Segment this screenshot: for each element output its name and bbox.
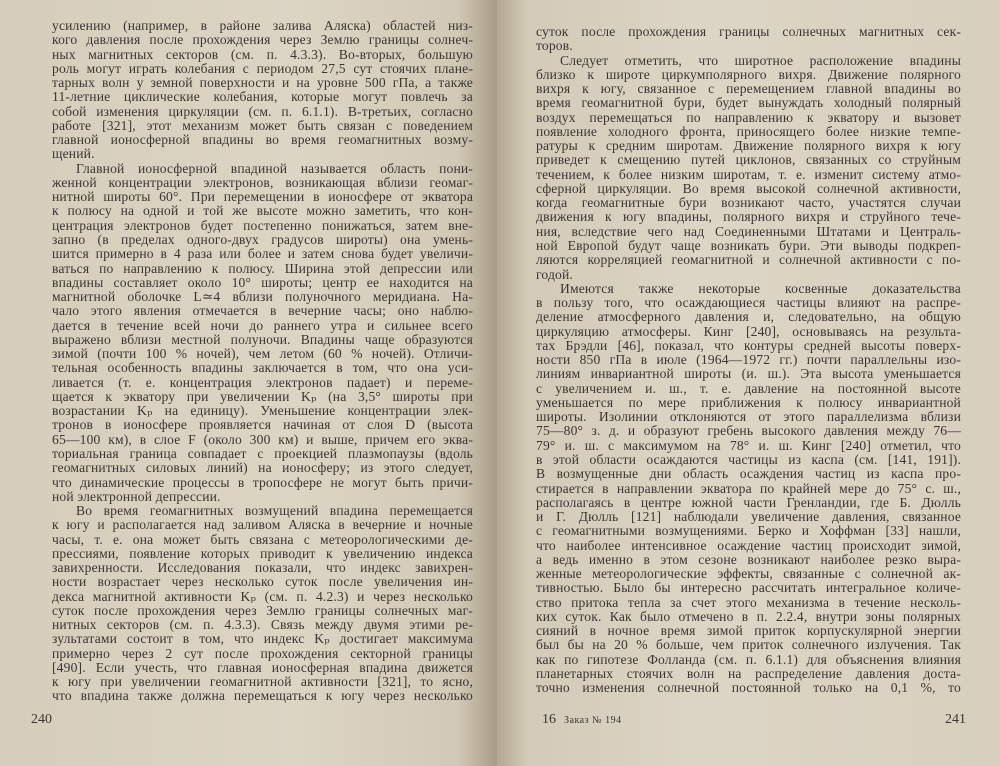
- right-page: [497, 0, 1000, 766]
- text-line: щается к экватору при увеличении Kₚ (на 3,5° широты при: [52, 388, 473, 404]
- text-line: деление атмосферного давления и, следовательно, на общую: [536, 309, 961, 325]
- text-line: впадины составляет около 10° широты; центр ее находится на: [52, 274, 473, 290]
- text-line: а ведь именно в этом сезоне возникают наиболее резко выра-: [536, 551, 961, 567]
- text-line: [490]. Если учесть, что главная ионосферная впадина движется: [52, 659, 473, 675]
- text-line: течением, к более низким широтам, т. е. изменит систему атмо-: [536, 166, 961, 182]
- text-line: запно (в пределах одного-двух градусов широты) она умень-: [52, 231, 473, 247]
- text-line: годой.: [536, 266, 573, 282]
- text-line: появление холодного фронта, приносящего более низкие темпе-: [536, 123, 961, 139]
- text-line: ких суток. Как было отмечено в п. 2.2.4, внутри зоны полярных: [536, 608, 961, 624]
- text-line: дается в течение всей ночи до раннего утра и сильнее всего: [52, 317, 473, 333]
- text-line: суток после прохождения границы солнечных магнитных сек-: [536, 24, 961, 39]
- text-line: циркуляцию атмосферы. Кинг [240], основываясь на результа-: [536, 323, 961, 339]
- signature-order-text: Заказ № 194: [564, 715, 622, 726]
- left-page-body: [52, 19, 473, 704]
- text-line: движения к югу впадины, полярного вихря и струйного тече-: [536, 209, 961, 225]
- text-line: к югу и располагается над заливом Аляска в вечерние и ночные: [52, 517, 473, 533]
- text-line: Главной ионосферной впадиной называется область пони-: [76, 160, 473, 176]
- text-line: линиям инвариантной широты (и. ш.). Эта высота уменьшается: [536, 366, 961, 382]
- text-line: геомагнитных силовых линий) на ионосферу; из этого следует,: [52, 460, 473, 476]
- text-line: прессиями, появление которых приводит к увеличению индекса: [52, 545, 473, 561]
- text-line: к югу при увеличении геомагнитной активности [321], то ясно,: [52, 674, 473, 690]
- text-line: тронов в ионосфере проявляется начиная от слоя D (высота: [52, 417, 473, 433]
- text-line: располагаясь в центре южной части Гренландии, где Б. Дюлль: [536, 494, 961, 510]
- left-page: [0, 0, 497, 766]
- text-line: с увеличением и. ш., т. е. давление на постоянной высоте: [536, 380, 961, 396]
- text-line: чало этого явления отмечается в вечерние часы; оно наблю-: [52, 303, 473, 319]
- text-line: с геомагнитными возмущениями. Берко и Хоффман [33] нашли,: [536, 523, 961, 539]
- text-line: что динамические процессы в тропосфере не могут быть причи-: [52, 474, 473, 490]
- text-line: тарных волн у земной поверхности и на уровне 500 гПа, а также: [52, 75, 473, 91]
- text-line: ности возрастает через несколько суток после увеличения ин-: [52, 574, 473, 590]
- text-line: точно изменения солнечной постоянной только на 0,1 %, то: [536, 680, 961, 696]
- text-line: зультатами состоит в том, что индекс Kₚ достигает максимума: [52, 631, 473, 647]
- text-line: женные метеорологические эффекты, связанные с солнечной ак-: [536, 566, 961, 582]
- text-line: тах Брэдли [46], показал, что контуры средней высоты поверх-: [536, 337, 961, 353]
- text-line: выражено вблизи местной полуночи. Впадины чаще образуются: [52, 331, 473, 347]
- text-line: воздух перемещаться по направлению к экватору и вызовет: [536, 109, 961, 125]
- page-number: 240: [31, 712, 52, 727]
- text-line: как по гипотезе Фолланда (см. п. 6.1.1) для объяснения влияния: [536, 651, 961, 667]
- text-line: планетарных стоячих волн на распределение давления доста-: [536, 665, 961, 681]
- text-line: тивностью. Было бы интересно рассчитать интегральное количе-: [536, 580, 961, 596]
- text-line: шится примерно в 4 раза или более и затем снова будет увеличи-: [52, 246, 473, 262]
- text-line: декса магнитной активности Kₚ (см. п. 4.2.3) и через несколько: [52, 588, 473, 604]
- text-line: вихря к югу, связанное с перемещением главной впадины во: [536, 81, 961, 97]
- text-line: ной электронной депрессии.: [52, 488, 221, 504]
- right-page-body: [536, 25, 961, 695]
- text-line: главной ионосферной впадины во время геомагнитных возму-: [52, 132, 473, 148]
- text-line: 79° и. ш. с максимумом на 78° и. ш. Кинг [240] отметил, что: [536, 437, 961, 453]
- text-line: щений.: [52, 146, 95, 162]
- text-line: работе [321], этот механизм может быть связан с поведением: [52, 117, 473, 133]
- text-line: тельная особенность впадины заключается в том, что она уси-: [52, 360, 473, 376]
- text-line: что наиболее интенсивное осаждение частиц происходит зимой,: [536, 537, 961, 553]
- paragraph: [536, 54, 961, 282]
- text-line: часы, т. е. она может быть связана с метеорологическими де-: [52, 531, 473, 547]
- paragraph: [52, 504, 473, 704]
- text-line: зимой (почти 100 % ночей), чем летом (60 % ночей). Отличи-: [52, 346, 473, 362]
- paragraph: [52, 162, 473, 504]
- text-line: сферной циркуляции. Во время высокой солнечной активности,: [536, 180, 961, 196]
- text-line: кого давления после прохождения через Землю границы солнеч-: [52, 32, 473, 48]
- paragraph: [536, 25, 961, 54]
- text-line: уменьшается по мере приближения к полюсу инвариантной: [536, 394, 961, 410]
- text-line: усилению (например, в районе залива Аляска) областей низ-: [52, 18, 473, 33]
- signature-number: 16: [542, 712, 556, 727]
- text-line: что впадина также должна перемещаться к югу через несколько: [52, 688, 473, 704]
- text-line: Во время геомагнитных возмущений впадина перемещается: [76, 503, 473, 519]
- text-line: время геомагнитной бури, будет вынуждать холодный полярный: [536, 95, 961, 111]
- page-number: 241: [945, 712, 966, 727]
- printer-signature: [542, 712, 622, 728]
- text-line: суток после прохождения через Землю границы солнечных маг-: [52, 602, 473, 618]
- text-line: ториальная граница совпадает с проекцией плазмопаузы (вдоль: [52, 445, 473, 461]
- text-line: собой изменения циркуляции (см. п. 6.1.1). В-третьих, согласно: [52, 103, 473, 119]
- text-line: центрация электронов будет постепенно понижаться, затем вне-: [52, 217, 473, 233]
- text-line: к полюсу на одной и той же высоте можно заметить, что кон-: [52, 203, 473, 219]
- text-line: широты. Изолинии отклоняются от этого параллелизма вблизи: [536, 409, 961, 425]
- text-line: близко к широте циркумполярного вихря. Движение полярного: [536, 66, 961, 82]
- text-line: возрастании Kₚ на единицу). Уменьшение концентрации элек-: [52, 403, 473, 419]
- text-line: примерно через 2 сут после прохождения секторной границы: [52, 645, 473, 661]
- text-line: 65—100 км), в слое F (около 300 км) и выше, причем его эква-: [52, 431, 473, 447]
- text-line: ности 850 гПа в июле (1964—1972 гг.) почти параллельны изо-: [536, 352, 961, 368]
- text-line: ния, вследствие чего над Соединенными Штатами и Централь-: [536, 223, 961, 239]
- text-line: был бы на 20 % больше, чем приток солнечного излучения. Так: [536, 637, 961, 653]
- text-line: нитной широты 60°. При перемещении в ионосфере от экватора: [52, 189, 473, 205]
- text-line: нитных секторов (см. п. 4.3.3). Связь между двумя этими ре-: [52, 617, 473, 633]
- text-line: ство притока тепла за счет этого механизма в течение несколь-: [536, 594, 961, 610]
- text-line: ляются корреляцией геомагнитной и солнечной активности с по-: [536, 252, 961, 268]
- paragraph: [536, 282, 961, 696]
- text-line: В возмущенные дни область осаждения частиц из каспа про-: [536, 466, 961, 482]
- text-line: ваться по направлению к полюсу. Ширина этой депрессии или: [52, 260, 473, 276]
- text-line: 75—80° з. д. и образуют гребень высокого давления между 76—: [536, 423, 961, 439]
- text-line: стирается в направлении экватора по крайней мере до 75° с. ш.,: [536, 480, 961, 496]
- text-line: когда геомагнитные бури возникают часто, участятся случаи: [536, 195, 961, 211]
- text-line: ной Европой будут чаще возникать бури. Эти выводы подкреп-: [536, 237, 961, 253]
- text-line: женной концентрации электронов, возникающая вблизи геомаг-: [52, 174, 473, 190]
- text-line: 11-летние циклические колебания, которые могут повлечь за: [52, 89, 473, 105]
- text-line: сияний в ночное время зимой приток корпускулярной энергии: [536, 623, 961, 639]
- text-line: торов.: [536, 38, 573, 54]
- text-line: и Г. Дюлль [121] наблюдали увеличение давления, связанное: [536, 509, 961, 525]
- text-line: Имеются также некоторые косвенные доказательства: [560, 280, 961, 296]
- text-line: в пользу того, что осаждающиеся частицы влияют на распре-: [536, 295, 961, 311]
- text-line: в этой области осаждаются частицы из каспа (см. [141, 191]).: [536, 451, 961, 467]
- text-line: ливается (т. е. концентрация электронов падает) и переме-: [52, 374, 473, 390]
- text-line: ратуры к средним широтам. Движение полярного вихря к югу: [536, 138, 961, 154]
- text-line: Следует отметить, что широтное расположение впадины: [560, 52, 961, 68]
- text-line: роль могут играть колебания с периодом 27,5 сут стоячих плане-: [52, 60, 473, 76]
- text-line: приведет к смещению путей циклонов, связанных со струйным: [536, 152, 961, 168]
- paragraph: [52, 19, 473, 162]
- text-line: ных магнитных секторов (см. п. 4.3.3). Во-вторых, большую: [52, 46, 473, 62]
- text-line: завихренности. Исследования показали, что индекс завихрен-: [52, 560, 473, 576]
- text-line: магнитной оболочке L≃4 вблизи полуночного меридиана. На-: [52, 289, 473, 305]
